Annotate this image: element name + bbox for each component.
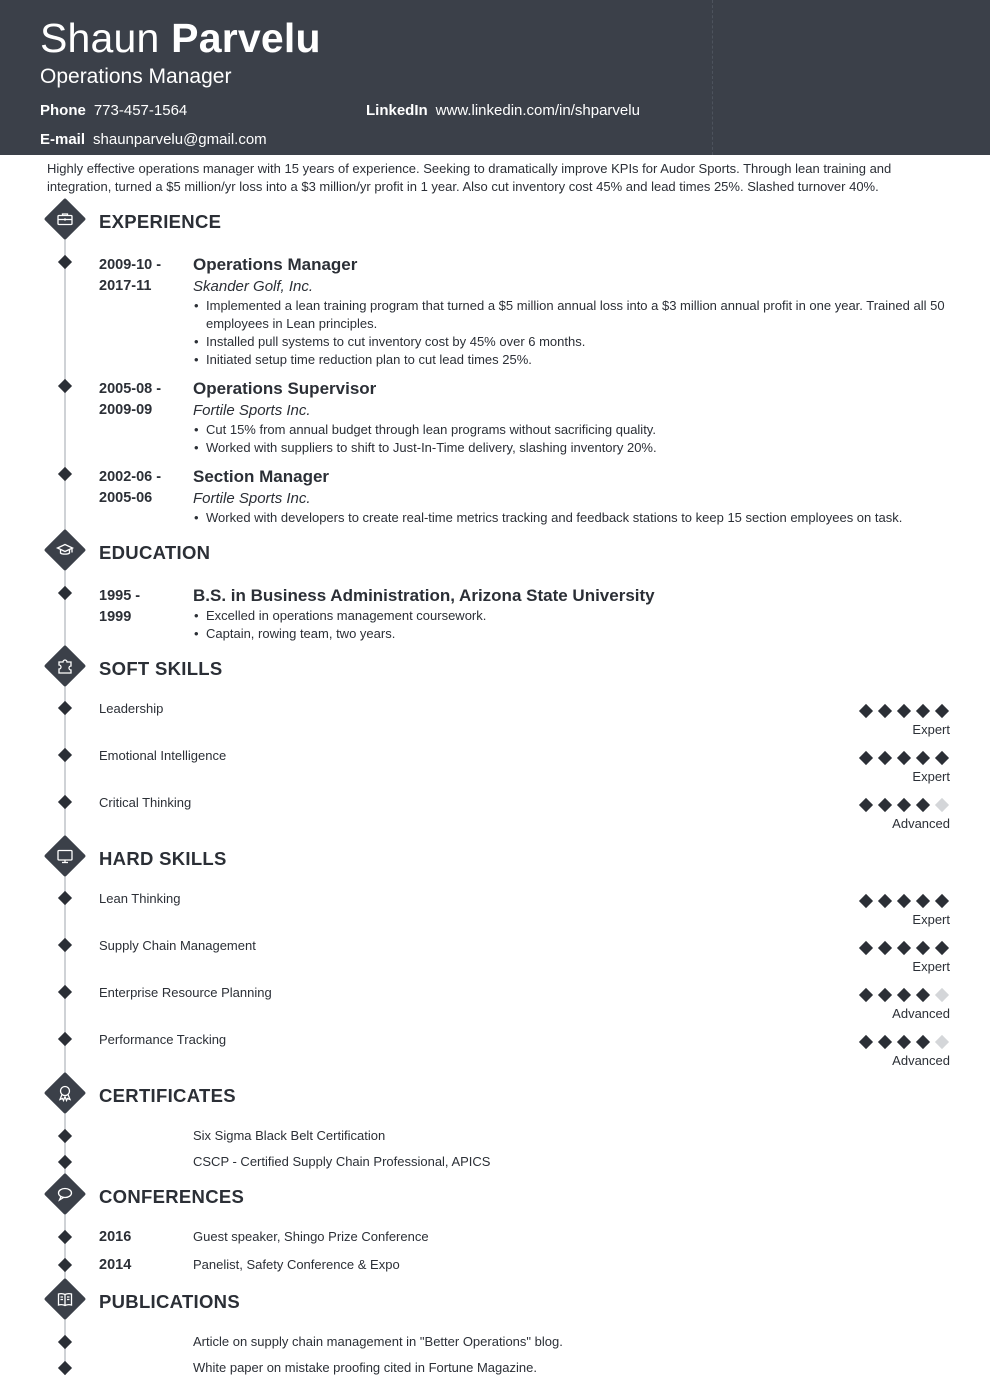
section-title-publications: PUBLICATIONS [99, 1291, 240, 1312]
rating-diamond [859, 798, 873, 812]
rating-diamond [916, 894, 930, 908]
rating-diamond [878, 798, 892, 812]
timeline-dot [58, 379, 72, 393]
job-role: Section Manager [193, 467, 330, 486]
education-bullets [193, 607, 953, 643]
section-title-conferences: CONFERENCES [99, 1186, 245, 1207]
rating-diamond [916, 988, 930, 1002]
skill-name: Emotional Intelligence [99, 748, 227, 763]
rating-diamond [897, 941, 911, 955]
rating-diamond [935, 1035, 949, 1049]
rating-diamond [916, 751, 930, 765]
timeline-dot [58, 1361, 72, 1375]
skill-level: Expert [912, 912, 950, 927]
degree-title: B.S. in Business Administration, Arizona State University [193, 586, 655, 605]
timeline-dot [58, 1258, 72, 1272]
rating-diamond [878, 704, 892, 718]
job-bullets [193, 421, 953, 457]
experience-date [99, 467, 161, 509]
skill-name: Critical Thinking [99, 795, 192, 810]
email-link[interactable]: shaunparvelu@gmail.com [93, 131, 267, 148]
timeline-dot [58, 1230, 72, 1244]
rating-diamond [935, 798, 949, 812]
section-title-certificates: CERTIFICATES [99, 1085, 236, 1106]
rating-diamond [897, 1035, 911, 1049]
timeline-dot [58, 255, 72, 269]
timeline-dot [58, 467, 72, 481]
rating-diamond [859, 894, 873, 908]
skill-level: Expert [912, 722, 950, 737]
skill-rating [858, 751, 950, 765]
rating-diamond [859, 751, 873, 765]
rating-diamond [897, 751, 911, 765]
date-start: 2005-08 - [99, 381, 162, 397]
skill-name: Enterprise Resource Planning [99, 985, 272, 1000]
skill-level: Advanced [892, 816, 950, 831]
certificate-item: CSCP - Certified Supply Chain Professional, APICS [193, 1154, 491, 1169]
skill-rating [858, 1035, 950, 1049]
publication-item: Article on supply chain management in "Better Operations" blog. [193, 1334, 563, 1349]
email-label: E-mail [40, 131, 86, 148]
resume-header [0, 0, 990, 155]
conference-year: 2014 [99, 1257, 132, 1273]
section-title-experience: EXPERIENCE [99, 211, 222, 232]
date-start: 2009-10 - [99, 257, 162, 273]
phone-value: 773-457-1564 [93, 102, 188, 119]
candidate-title: Operations Manager [40, 65, 232, 88]
timeline-dot [58, 586, 72, 600]
date-end: 1999 [99, 609, 132, 625]
date-end: 2009-09 [99, 402, 153, 418]
briefcase-icon [44, 198, 86, 240]
phone-label: Phone [40, 102, 86, 119]
experience-date [99, 255, 161, 297]
award-icon [44, 1072, 86, 1114]
bullet-item: • Implemented a lean training program that turned a $5 million annual loss into a $3 million annual profit in one year. Trained all 50 employees in Lean principles. [193, 297, 953, 333]
skill-rating [858, 704, 950, 718]
skill-rating [858, 941, 950, 955]
timeline-dot [58, 985, 72, 999]
rating-diamond [935, 941, 949, 955]
contact-phone [40, 101, 187, 121]
timeline-dot [58, 891, 72, 905]
skill-rating [858, 798, 950, 812]
date-end: 2017-11 [99, 278, 152, 294]
conference-year: 2016 [99, 1229, 132, 1245]
skill-level: Advanced [892, 1053, 950, 1068]
rating-diamond [897, 798, 911, 812]
header-divider [712, 0, 713, 155]
timeline-dot [58, 938, 72, 952]
rating-diamond [878, 1035, 892, 1049]
section-title-soft-skills: SOFT SKILLS [99, 658, 223, 679]
bullet-item: • Worked with suppliers to shift to Just-In-Time delivery, slashing inventory 20%. [193, 439, 953, 457]
rating-diamond [935, 988, 949, 1002]
skill-name: Lean Thinking [99, 891, 181, 906]
date-start: 2002-06 - [99, 469, 162, 485]
rating-diamond [916, 798, 930, 812]
linkedin-link[interactable]: www.linkedin.com/in/shparvelu [435, 102, 640, 119]
date-start: 1995 - [99, 588, 141, 604]
rating-diamond [935, 704, 949, 718]
linkedin-label: LinkedIn [366, 102, 428, 119]
date-end: 2005-06 [99, 490, 153, 506]
timeline-dot [58, 701, 72, 715]
rating-diamond [878, 751, 892, 765]
timeline-dot [58, 1155, 72, 1169]
bullet-item: • Worked with developers to create real-time metrics tracking and feedback stations to keep 15 section employees on task. [193, 509, 953, 527]
graduation-cap-icon [44, 529, 86, 571]
conference-item: Guest speaker, Shingo Prize Conference [193, 1229, 429, 1244]
skill-rating [858, 894, 950, 908]
first-name: Shaun [40, 15, 160, 61]
section-title-hard-skills: HARD SKILLS [99, 848, 227, 869]
rating-diamond [897, 988, 911, 1002]
timeline-dot [58, 748, 72, 762]
education-date [99, 586, 140, 628]
rating-diamond [916, 704, 930, 718]
rating-diamond [897, 894, 911, 908]
book-icon [44, 1278, 86, 1320]
skill-name: Leadership [99, 701, 164, 716]
puzzle-icon [44, 645, 86, 687]
candidate-name [40, 14, 321, 62]
conference-item: Panelist, Safety Conference & Expo [193, 1257, 400, 1272]
bullet-item: • Cut 15% from annual budget through lean programs without sacrificing quality. [193, 421, 953, 439]
bullet-item: • Installed pull systems to cut inventory cost by 45% over 6 months. [193, 333, 953, 351]
job-company: Fortile Sports Inc. [193, 402, 311, 419]
job-bullets [193, 297, 953, 369]
rating-diamond [916, 941, 930, 955]
last-name: Parvelu [171, 15, 321, 61]
job-role: Operations Manager [193, 255, 358, 274]
rating-diamond [859, 1035, 873, 1049]
skill-level: Expert [912, 769, 950, 784]
experience-date [99, 379, 161, 421]
rating-diamond [897, 704, 911, 718]
contact-email [40, 130, 267, 150]
timeline-dot [58, 1032, 72, 1046]
skill-level: Advanced [892, 1006, 950, 1021]
contact-linkedin [366, 101, 640, 121]
timeline-dot [58, 1129, 72, 1143]
rating-diamond [916, 1035, 930, 1049]
rating-diamond [878, 988, 892, 1002]
timeline-dot [58, 1335, 72, 1349]
skill-name: Supply Chain Management [99, 938, 256, 953]
job-company: Skander Golf, Inc. [193, 278, 314, 295]
rating-diamond [859, 941, 873, 955]
timeline-dot [58, 795, 72, 809]
skill-level: Expert [912, 959, 950, 974]
rating-diamond [859, 988, 873, 1002]
rating-diamond [859, 704, 873, 718]
section-title-education: EDUCATION [99, 542, 211, 563]
speech-bubble-icon [44, 1173, 86, 1215]
rating-diamond [935, 894, 949, 908]
bullet-item: • Captain, rowing team, two years. [193, 625, 953, 643]
summary-text: Highly effective operations manager with 15 years of experience. Seeking to dramatically improve KPIs for Audor Sports. Through lean training and integration, turned a $5 million/yr loss into a $3 million/yr profit in 1 year. Also cut inventory cost 45% and lead times 25%. Slashed turnover 40%. [47, 161, 892, 194]
skill-name: Performance Tracking [99, 1032, 227, 1047]
rating-diamond [878, 894, 892, 908]
monitor-icon [44, 835, 86, 877]
publication-item: White paper on mistake proofing cited in Fortune Magazine. [193, 1360, 537, 1375]
rating-diamond [878, 941, 892, 955]
bullet-item: • Initiated setup time reduction plan to cut lead times 25%. [193, 351, 953, 369]
bullet-item: • Excelled in operations management coursework. [193, 607, 953, 625]
skill-rating [858, 988, 950, 1002]
job-company: Fortile Sports Inc. [193, 490, 311, 507]
certificate-item: Six Sigma Black Belt Certification [193, 1128, 386, 1143]
job-role: Operations Supervisor [193, 379, 377, 398]
job-bullets [193, 509, 953, 527]
rating-diamond [935, 751, 949, 765]
